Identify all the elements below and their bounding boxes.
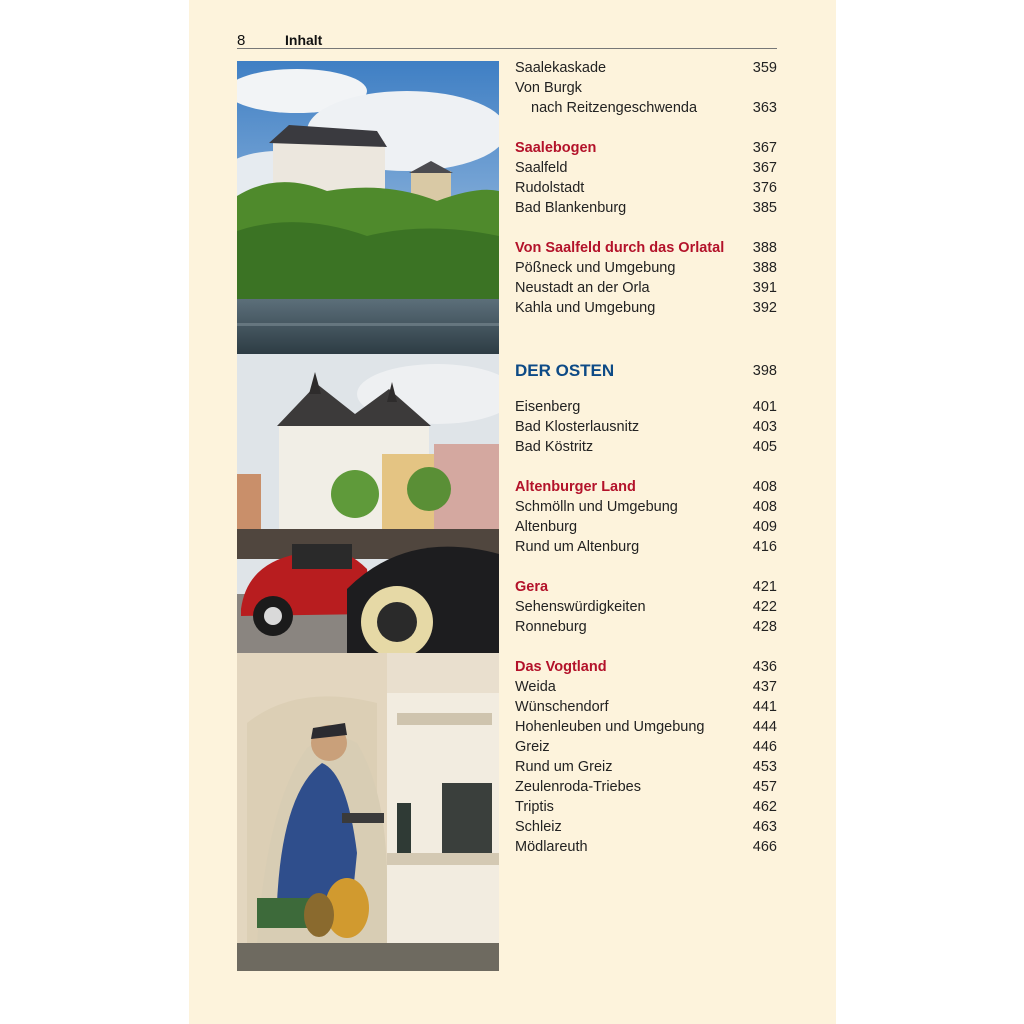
toc-entry: [515, 437, 777, 457]
toc-entry-label: Bad Köstritz: [515, 439, 594, 455]
toc-entry-label: Eisenberg: [515, 399, 581, 415]
toc-entry: [515, 697, 777, 717]
toc-entry: [515, 737, 777, 757]
toc-entry-label: Triptis: [515, 799, 554, 815]
toc-section-heading: [515, 577, 777, 597]
toc-entry-label: Hohenleuben und Umgebung: [515, 719, 705, 735]
toc-entry-page: 441: [752, 699, 777, 715]
toc-entry: [515, 98, 777, 118]
toc-entry-label: Weida: [515, 679, 556, 695]
book-page: [189, 0, 836, 1024]
page-number: 8: [237, 32, 246, 49]
toc-entry-page: 444: [752, 719, 777, 735]
toc-entry-label: Bad Klosterlausnitz: [515, 419, 640, 435]
toc-entry: [515, 797, 777, 817]
toc-entry-page: 446: [752, 739, 777, 755]
toc-entry-label: Schmölln und Umgebung: [515, 499, 678, 515]
toc-entry: [515, 397, 777, 417]
page-header: [237, 31, 777, 49]
toc-entry-label: Sehenswürdigkeiten: [515, 599, 646, 615]
toc-entry-page: 391: [752, 280, 777, 296]
photo-castle-river: [237, 61, 499, 354]
toc-entry: [515, 58, 777, 78]
toc-entry: [515, 597, 777, 617]
toc-entry-page: 388: [752, 240, 777, 256]
toc-entry-label: nach Reitzengeschwenda: [531, 100, 698, 116]
toc-entry-label: DER OSTEN: [515, 361, 615, 380]
toc-part-heading: [515, 359, 777, 383]
toc-entry: [515, 158, 777, 178]
toc-entry-label: Saalekaskade: [515, 60, 607, 76]
toc-entry: [515, 837, 777, 857]
toc-entry: [515, 497, 777, 517]
toc-entry-label: Kahla und Umgebung: [515, 300, 656, 316]
toc-entry-label: Saalfeld: [515, 160, 568, 176]
toc-entry-page: 428: [752, 619, 777, 635]
toc-entry-page: 401: [752, 399, 777, 415]
toc-entry-page: 388: [752, 260, 777, 276]
toc-entry-page: 457: [752, 779, 777, 795]
toc-entry-label: Neustadt an der Orla: [515, 280, 650, 296]
toc-entry: [515, 178, 777, 198]
toc-entry-label: Mödlareuth: [515, 839, 588, 855]
photo-town-square-cars: [237, 354, 499, 653]
toc-entry: [515, 537, 777, 557]
toc-entry-page: 398: [752, 363, 777, 379]
toc-entry-page: 367: [752, 140, 777, 156]
toc-entry-label: Bad Blankenburg: [515, 200, 627, 216]
toc-entry: [515, 777, 777, 797]
toc-entry: [515, 78, 777, 98]
toc-entry: [515, 417, 777, 437]
toc-entry-label: Saalebogen: [515, 140, 597, 156]
toc-entry-label: Das Vogtland: [515, 659, 607, 675]
toc-entry-label: Schleiz: [515, 819, 562, 835]
toc-entry-label: Von Burgk: [515, 80, 582, 96]
toc-section-heading: [515, 477, 777, 497]
toc-entry-page: 436: [752, 659, 777, 675]
toc-entry-page: 367: [752, 160, 777, 176]
toc-entry-page: 392: [752, 300, 777, 316]
toc-entry: [515, 298, 777, 318]
toc-entry: [515, 717, 777, 737]
toc-entry-label: Von Saalfeld durch das Orlatal: [515, 240, 725, 256]
toc-entry: [515, 258, 777, 278]
toc-entry-page: 359: [752, 60, 777, 76]
toc-section-heading: [515, 657, 777, 677]
toc-entry-label: Altenburger Land: [515, 479, 636, 495]
toc-entry-label: Ronneburg: [515, 619, 587, 635]
toc-entry-page: 403: [752, 419, 777, 435]
toc-entry-label: Altenburg: [515, 519, 578, 535]
toc-entry-page: 408: [752, 499, 777, 515]
page-title: Inhalt: [285, 32, 323, 48]
toc-entry-page: 385: [752, 200, 777, 216]
toc-entry-page: 453: [752, 759, 777, 775]
toc-entry: [515, 757, 777, 777]
toc-entry: [515, 278, 777, 298]
toc-entry-label: Rudolstadt: [515, 180, 585, 196]
toc-entry-page: 416: [752, 539, 777, 555]
toc-entry-page: 408: [752, 479, 777, 495]
photo-facade-mural: [237, 653, 499, 971]
toc-entry-label: Zeulenroda-Triebes: [515, 779, 641, 795]
toc-entry-page: 437: [752, 679, 777, 695]
toc-entry-label: Gera: [515, 579, 549, 595]
toc-entry-label: Rund um Altenburg: [515, 539, 640, 555]
toc-entry: [515, 677, 777, 697]
toc-entry-page: 462: [752, 799, 777, 815]
toc-entry: [515, 517, 777, 537]
toc-entry-label: Rund um Greiz: [515, 759, 613, 775]
toc-entry: [515, 617, 777, 637]
toc-entry-page: 405: [752, 439, 777, 455]
toc-entry: [515, 198, 777, 218]
toc-entry-page: 363: [752, 100, 777, 116]
toc-entry-label: Greiz: [515, 739, 550, 755]
toc-entry-page: 466: [752, 839, 777, 855]
toc-entry-label: Wünschendorf: [515, 699, 609, 715]
toc-entry-page: 422: [752, 599, 777, 615]
toc-entry-page: 463: [752, 819, 777, 835]
toc-entry-page: 376: [752, 180, 777, 196]
toc-entry-page: 421: [752, 579, 777, 595]
toc-section-heading: [515, 138, 777, 158]
toc-entry: [515, 817, 777, 837]
toc-entry-label: Pößneck und Umgebung: [515, 260, 676, 276]
toc-entry-page: 409: [752, 519, 777, 535]
toc-section-heading: [515, 238, 777, 258]
